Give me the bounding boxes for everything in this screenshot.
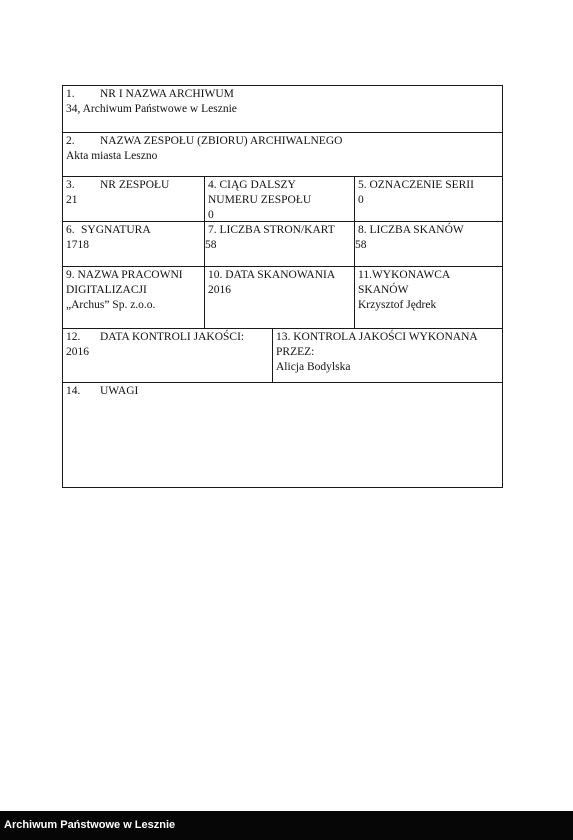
footer-text: Archiwum Państwowe w Lesznie: [4, 819, 176, 831]
field-page-count: [204, 221, 355, 267]
field-scan-count: [354, 221, 503, 267]
field-fonds-continuation-label-1: 4. CIĄG DALSZY: [208, 179, 296, 191]
field-digitization-studio-value: „Archus” Sp. z.o.o.: [66, 299, 156, 311]
field-quality-control-date-value: 2016: [66, 346, 89, 358]
field-scan-operator: [354, 266, 503, 329]
field-quality-control-by-value: Alicja Bodylska: [276, 361, 351, 373]
field-archive-value: 34, Archiwum Państwowe w Lesznie: [66, 103, 237, 115]
field-remarks-label: [66, 384, 499, 399]
field-title: NAZWA ZESPOŁU (ZBIORU) ARCHIWALNEGO: [100, 135, 343, 147]
field-number: 12.: [66, 331, 81, 343]
field-fonds-continuation: [204, 176, 355, 222]
field-scan-date: [204, 266, 355, 329]
field-signature: [62, 221, 205, 267]
field-digitization-studio-label-1: 9. NAZWA PRACOWNI: [66, 269, 183, 281]
field-remarks: [62, 382, 503, 488]
field-fonds-number: [62, 176, 205, 222]
field-title: NR I NAZWA ARCHIWUM: [100, 88, 234, 100]
field-fonds-name: [62, 132, 503, 177]
field-scan-date-label: 10. DATA SKANOWANIA: [208, 269, 336, 281]
field-quality-control-by-label-2: PRZEZ:: [276, 346, 315, 358]
field-number: 2.: [66, 135, 75, 147]
field-number: 6.: [66, 224, 75, 236]
field-page-count-label: 7. LICZBA STRON/KART: [208, 224, 335, 236]
field-title: SYGNATURA: [81, 224, 151, 236]
field-number: 3.: [66, 179, 75, 191]
field-quality-control-by: [272, 328, 503, 383]
field-title: DATA KONTROLI JAKOŚCI:: [100, 331, 245, 343]
field-quality-control-date-label: [66, 330, 269, 345]
field-title: UWAGI: [100, 385, 139, 397]
field-fonds-number-label: [66, 178, 201, 193]
field-fonds-continuation-value: 0: [208, 209, 214, 221]
field-digitization-studio: [62, 266, 205, 329]
field-scan-operator-label-1: 11.WYKONAWCA: [358, 269, 451, 281]
field-page-count-value: 58: [205, 239, 217, 251]
field-fonds-continuation-label-2: NUMERU ZESPOŁU: [208, 194, 312, 206]
field-series-designation-label: 5. OZNACZENIE SERII: [358, 179, 474, 191]
field-fonds-name-label: [66, 134, 499, 149]
field-signature-value: 1718: [66, 239, 89, 251]
field-fonds-number-value: 21: [66, 194, 78, 206]
field-series-designation: [354, 176, 503, 222]
field-number: 14.: [66, 385, 81, 397]
field-scan-operator-value: Krzysztof Jędrek: [358, 299, 437, 311]
field-scan-date-value: 2016: [208, 284, 231, 296]
field-quality-control-by-label-1: 13. KONTROLA JAKOŚCI WYKONANA: [276, 331, 478, 343]
field-fonds-name-value: Akta miasta Leszno: [66, 150, 158, 162]
field-scan-count-label: 8. LICZBA SKANÓW: [358, 224, 464, 236]
archive-footer-bar: [0, 811, 573, 840]
field-archive: [62, 85, 503, 133]
field-scan-operator-label-2: SKANÓW: [358, 284, 409, 296]
field-quality-control-date: [62, 328, 273, 383]
field-title: NR ZESPOŁU: [100, 179, 170, 191]
field-number: 1.: [66, 88, 75, 100]
field-scan-count-value: 58: [355, 239, 367, 251]
field-series-designation-value: 0: [358, 194, 364, 206]
field-digitization-studio-label-2: DIGITALIZACJI: [66, 284, 147, 296]
field-signature-label: [66, 223, 201, 238]
field-archive-label: [66, 87, 499, 102]
